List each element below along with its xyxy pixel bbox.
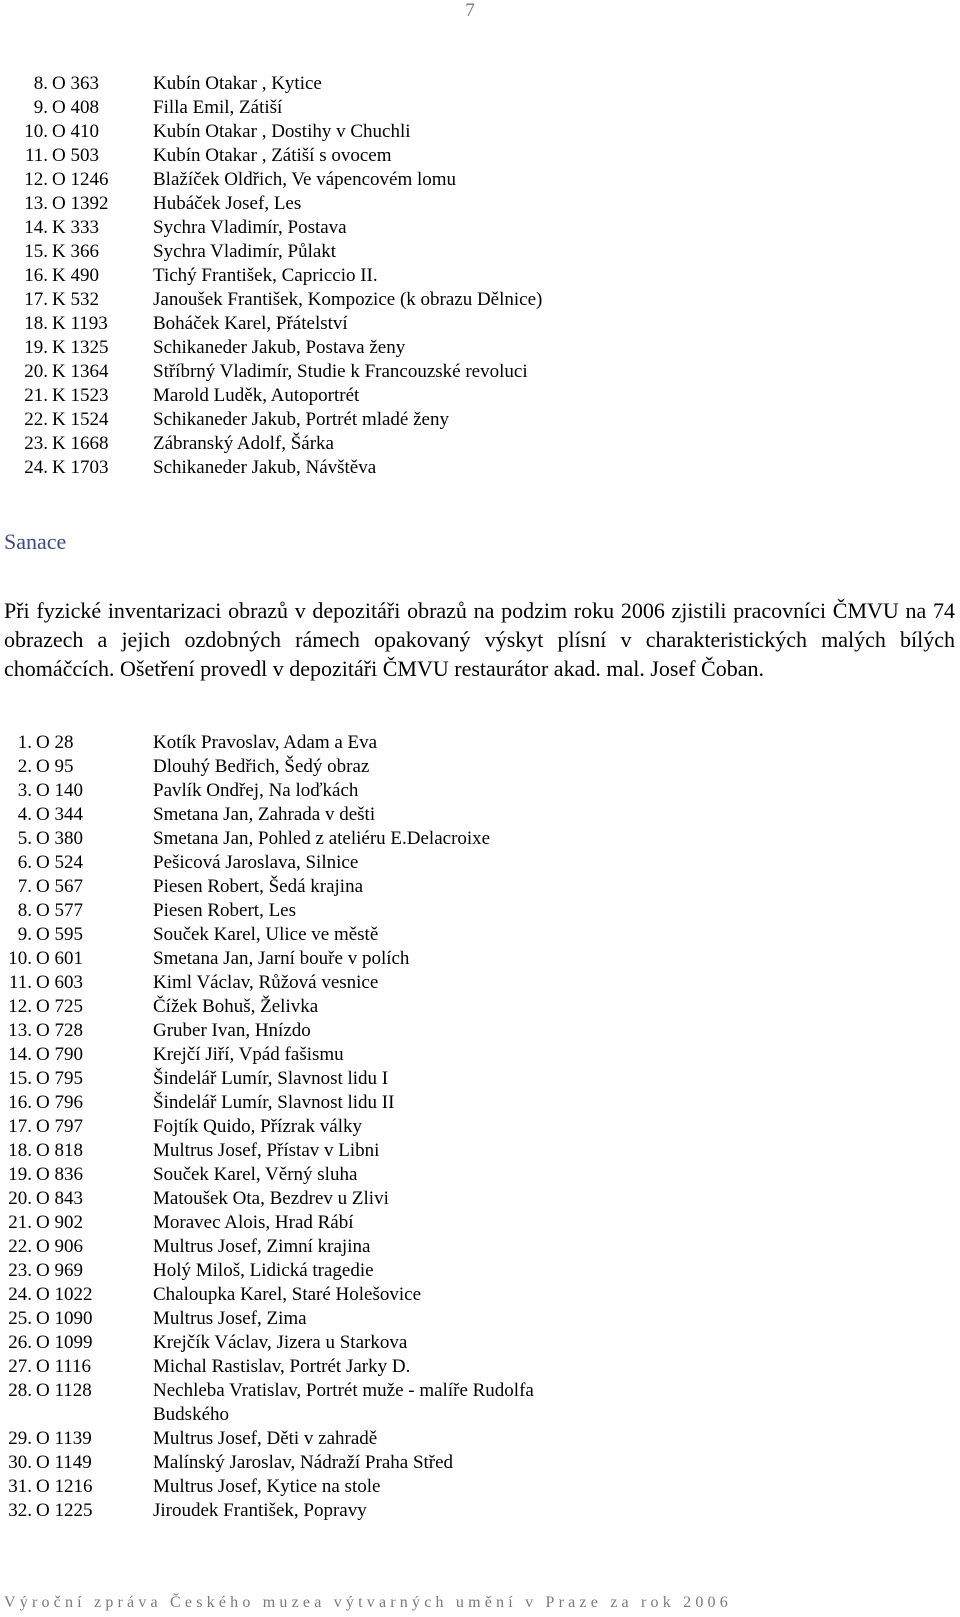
item-entry: Dlouhý Bedřich, Šedý obraz (153, 756, 370, 777)
list-item (0, 827, 960, 851)
item-code: O 969 (36, 1260, 83, 1281)
item-number: 19. (8, 1164, 32, 1185)
list-item (0, 192, 960, 216)
item-number: 12. (8, 996, 32, 1017)
item-number: 20. (8, 1188, 32, 1209)
item-number: 32. (8, 1500, 32, 1521)
item-number: 31. (8, 1476, 32, 1497)
list-item (0, 312, 960, 336)
item-code: K 1703 (52, 457, 109, 478)
list-item (0, 1307, 960, 1331)
list-item (0, 144, 960, 168)
item-number: 16. (8, 1092, 32, 1113)
item-entry: Krejčík Václav, Jizera u Starkova (153, 1332, 408, 1353)
item-code: O 1216 (36, 1476, 93, 1497)
list-item (0, 240, 960, 264)
item-code: O 503 (52, 145, 99, 166)
item-entry: Stříbrný Vladimír, Studie k Francouzské revoluci (153, 361, 528, 382)
item-number: 18. (8, 1140, 32, 1161)
item-entry: Filla Emil, Zátiší (153, 97, 283, 118)
list-item (0, 1091, 960, 1115)
item-entry: Tichý František, Capriccio II. (153, 265, 378, 286)
item-number: 24. (24, 457, 48, 478)
item-entry: Multrus Josef, Zima (153, 1308, 307, 1329)
item-number: 28. (8, 1380, 32, 1401)
item-entry: Pavlík Ondřej, Na loďkách (153, 780, 359, 801)
item-entry: Chaloupka Karel, Staré Holešovice (153, 1284, 422, 1305)
item-code: O 363 (52, 73, 99, 94)
item-number: 14. (8, 1044, 32, 1065)
item-code: K 532 (52, 289, 99, 310)
list-item (0, 899, 960, 923)
inventory-list-top (0, 72, 960, 480)
item-number: 16. (24, 265, 48, 286)
list-item (0, 779, 960, 803)
item-number: 15. (8, 1068, 32, 1089)
item-number: 24. (8, 1284, 32, 1305)
item-number: 8. (17, 900, 32, 921)
item-number: 11. (24, 145, 48, 166)
list-item (0, 731, 960, 755)
item-entry: Multrus Josef, Přístav v Libni (153, 1140, 380, 1161)
item-entry: Sychra Vladimír, Půlakt (153, 241, 337, 262)
item-code: K 1364 (52, 361, 109, 382)
item-entry: Malínský Jaroslav, Nádraží Praha Střed (153, 1452, 454, 1473)
item-entry: Multrus Josef, Kytice na stole (153, 1476, 381, 1497)
item-code: O 595 (36, 924, 83, 945)
item-number: 9. (33, 97, 48, 118)
item-entry: Fojtík Quido, Přízrak války (153, 1116, 362, 1137)
item-code: O 843 (36, 1188, 83, 1209)
item-number: 17. (24, 289, 48, 310)
list-item (0, 947, 960, 971)
list-item (0, 336, 960, 360)
list-item (0, 995, 960, 1019)
item-number: 18. (24, 313, 48, 334)
list-item (0, 1379, 960, 1427)
list-item (0, 1475, 960, 1499)
item-code: O 902 (36, 1212, 83, 1233)
item-code: O 28 (36, 732, 74, 753)
item-entry: Šindelář Lumír, Slavnost lidu I (153, 1068, 389, 1089)
list-item (0, 1355, 960, 1379)
item-entry: Jiroudek František, Popravy (153, 1500, 367, 1521)
item-code: O 836 (36, 1164, 83, 1185)
item-entry: Schikaneder Jakub, Postava ženy (153, 337, 406, 358)
item-code: O 797 (36, 1116, 83, 1137)
item-code: O 380 (36, 828, 83, 849)
item-entry: Krejčí Jiří, Vpád fašismu (153, 1044, 344, 1065)
list-item (0, 1331, 960, 1355)
list-item (0, 1235, 960, 1259)
item-entry: Matoušek Ota, Bezdrev u Zlivi (153, 1188, 389, 1209)
item-code: O 1149 (36, 1452, 92, 1473)
item-entry: Hubáček Josef, Les (153, 193, 302, 214)
item-code: O 603 (36, 972, 83, 993)
item-code: K 1193 (52, 313, 108, 334)
item-code: O 1225 (36, 1500, 93, 1521)
item-entry: Piesen Robert, Les (153, 900, 297, 921)
item-code: O 795 (36, 1068, 83, 1089)
item-code: K 1668 (52, 433, 109, 454)
item-code: O 410 (52, 121, 99, 142)
inventory-list-bottom (0, 731, 960, 1523)
item-entry: Zábranský Adolf, Šárka (153, 433, 334, 454)
list-item (0, 1043, 960, 1067)
item-number: 13. (8, 1020, 32, 1041)
list-item (0, 264, 960, 288)
list-item (0, 360, 960, 384)
item-code: O 1099 (36, 1332, 93, 1353)
item-number: 22. (8, 1236, 32, 1257)
item-number: 23. (24, 433, 48, 454)
item-entry: Čížek Bohuš, Želivka (153, 996, 319, 1017)
item-entry: Souček Karel, Věrný sluha (153, 1164, 358, 1185)
item-number: 30. (8, 1452, 32, 1473)
list-item (0, 875, 960, 899)
item-number: 8. (33, 73, 48, 94)
list-item (0, 216, 960, 240)
item-code: O 95 (36, 756, 74, 777)
item-entry: Schikaneder Jakub, Portrét mladé ženy (153, 409, 449, 430)
item-number: 23. (8, 1260, 32, 1281)
item-number: 15. (24, 241, 48, 262)
list-item (0, 1139, 960, 1163)
item-number: 11. (8, 972, 32, 993)
item-entry: Kubín Otakar , Dostihy v Chuchli (153, 121, 411, 142)
list-item (0, 432, 960, 456)
item-code: O 601 (36, 948, 83, 969)
list-item (0, 168, 960, 192)
item-number: 29. (8, 1428, 32, 1449)
list-item (0, 408, 960, 432)
item-number: 27. (8, 1356, 32, 1377)
list-item (0, 96, 960, 120)
list-item (0, 971, 960, 995)
item-code: K 366 (52, 241, 99, 262)
page-number: 7 (465, 0, 475, 21)
list-item (0, 1163, 960, 1187)
item-number: 12. (24, 169, 48, 190)
item-code: O 524 (36, 852, 83, 873)
item-code: O 1392 (52, 193, 109, 214)
list-item (0, 1451, 960, 1475)
item-number: 22. (24, 409, 48, 430)
item-entry: Kotík Pravoslav, Adam a Eva (153, 732, 378, 753)
item-entry: Sychra Vladimír, Postava (153, 217, 347, 238)
item-entry: Smetana Jan, Jarní bouře v polích (153, 948, 410, 969)
item-code: O 790 (36, 1044, 83, 1065)
item-entry: Boháček Karel, Přátelství (153, 313, 348, 334)
item-number: 26. (8, 1332, 32, 1353)
item-number: 17. (8, 1116, 32, 1137)
item-code: O 567 (36, 876, 83, 897)
item-entry: Holý Miloš, Lidická tragedie (153, 1260, 374, 1281)
item-entry: Šindelář Lumír, Slavnost lidu II (153, 1092, 395, 1113)
item-number: 4. (17, 804, 32, 825)
list-item (0, 1499, 960, 1523)
item-code: K 333 (52, 217, 99, 238)
item-number: 10. (24, 121, 48, 142)
item-entry: Pešicová Jaroslava, Silnice (153, 852, 359, 873)
item-number: 2. (17, 756, 32, 777)
item-entry: Nechleba Vratislav, Portrét muže - malíře Rudolfa Budského (153, 1380, 534, 1425)
item-number: 1. (17, 732, 32, 753)
list-item (0, 803, 960, 827)
item-code: O 1246 (52, 169, 109, 190)
item-entry: Janoušek František, Kompozice (k obrazu Dělnice) (153, 289, 543, 310)
list-item (0, 1427, 960, 1451)
item-entry: Smetana Jan, Zahrada v dešti (153, 804, 376, 825)
item-code: O 906 (36, 1236, 83, 1257)
list-item (0, 384, 960, 408)
item-number: 9. (17, 924, 32, 945)
item-number: 10. (8, 948, 32, 969)
list-item (0, 288, 960, 312)
item-code: O 1128 (36, 1380, 92, 1401)
item-code: K 1325 (52, 337, 109, 358)
list-item (0, 72, 960, 96)
list-item (0, 1259, 960, 1283)
list-item (0, 456, 960, 480)
item-entry: Multrus Josef, Děti v zahradě (153, 1428, 378, 1449)
item-entry: Michal Rastislav, Portrét Jarky D. (153, 1356, 411, 1377)
item-entry: Kubín Otakar , Zátiší s ovocem (153, 145, 392, 166)
item-code: O 1139 (36, 1428, 92, 1449)
item-number: 3. (17, 780, 32, 801)
item-number: 6. (17, 852, 32, 873)
item-code: O 725 (36, 996, 83, 1017)
item-number: 21. (24, 385, 48, 406)
item-code: O 408 (52, 97, 99, 118)
item-code: O 796 (36, 1092, 83, 1113)
section-heading: Sanace (4, 529, 67, 555)
list-item (0, 1187, 960, 1211)
item-entry: Kubín Otakar , Kytice (153, 73, 322, 94)
item-number: 25. (8, 1308, 32, 1329)
item-entry: Piesen Robert, Šedá krajina (153, 876, 364, 897)
item-number: 13. (24, 193, 48, 214)
item-number: 21. (8, 1212, 32, 1233)
item-entry: Blažíček Oldřich, Ve vápencovém lomu (153, 169, 457, 190)
item-code: O 1022 (36, 1284, 93, 1305)
paragraph: Při fyzické inventarizaci obrazů v depozitáři obrazů na podzim roku 2006 zjistili pracovníci ČMVU na 74 obrazech a jejich ozdobných rámech opakovaný výskyt plísní v charakteristických malých bílých chomáčcích. Ošetření provedl v depozitáři ČMVU restaurátor akad. mal. Josef Čoban. (4, 598, 955, 681)
item-code: O 728 (36, 1020, 83, 1041)
page-footer: Výroční zpráva Českého muzea výtvarných umění v Praze za rok 2006 (4, 1594, 732, 1611)
item-entry: Moravec Alois, Hrad Rábí (153, 1212, 354, 1233)
item-code: O 344 (36, 804, 83, 825)
item-code: O 577 (36, 900, 83, 921)
item-code: O 1090 (36, 1308, 93, 1329)
item-code: K 1524 (52, 409, 109, 430)
list-item (0, 120, 960, 144)
item-entry: Multrus Josef, Zimní krajina (153, 1236, 371, 1257)
item-entry: Souček Karel, Ulice ve městě (153, 924, 379, 945)
item-entry: Marold Luděk, Autoportrét (153, 385, 360, 406)
item-number: 14. (24, 217, 48, 238)
item-number: 20. (24, 361, 48, 382)
item-code: O 818 (36, 1140, 83, 1161)
item-entry: Kiml Václav, Růžová vesnice (153, 972, 379, 993)
list-item (0, 923, 960, 947)
list-item (0, 1115, 960, 1139)
item-code: O 1116 (36, 1356, 92, 1377)
list-item (0, 1019, 960, 1043)
item-entry: Smetana Jan, Pohled z ateliéru E.Delacroixe (153, 828, 491, 849)
list-item (0, 1283, 960, 1307)
item-number: 5. (17, 828, 32, 849)
item-code: O 140 (36, 780, 83, 801)
item-code: K 1523 (52, 385, 109, 406)
list-item (0, 1211, 960, 1235)
list-item (0, 851, 960, 875)
item-entry: Gruber Ivan, Hnízdo (153, 1020, 311, 1041)
list-item (0, 1067, 960, 1091)
item-code: K 490 (52, 265, 99, 286)
list-item (0, 755, 960, 779)
item-number: 7. (17, 876, 32, 897)
item-number: 19. (24, 337, 48, 358)
item-entry: Schikaneder Jakub, Návštěva (153, 457, 377, 478)
